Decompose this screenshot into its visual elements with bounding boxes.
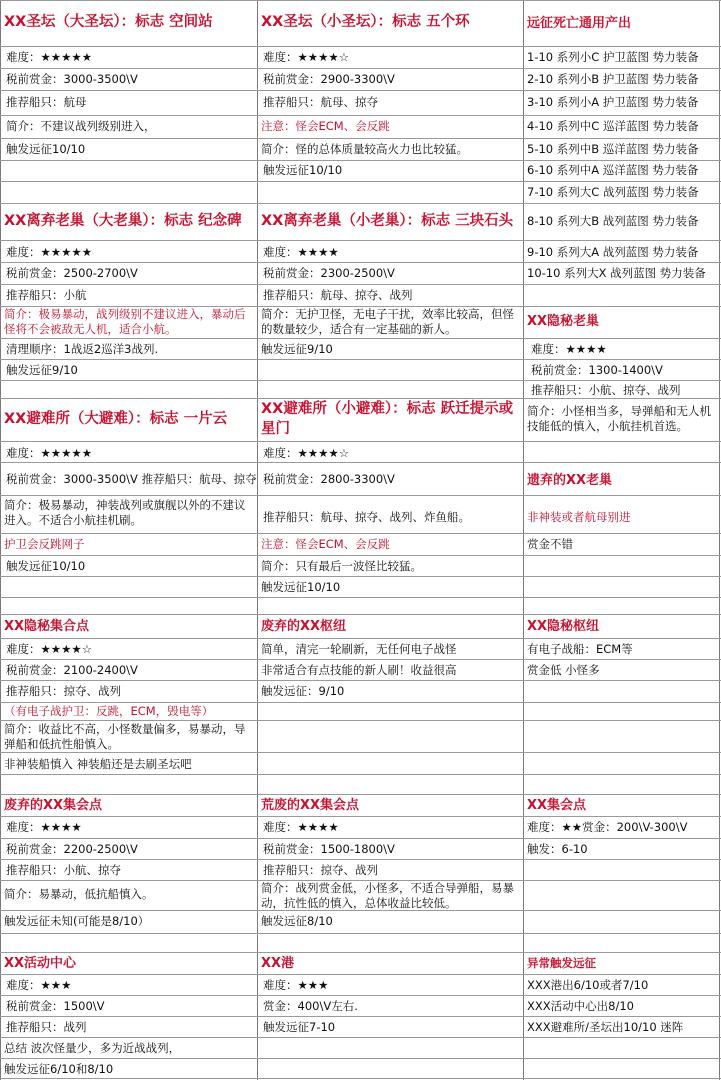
grid-line-horizontal [0, 441, 721, 442]
note-text: 注意：怪会ECM、会反跳 [261, 119, 390, 133]
difficulty-text: 难度：★★★ [6, 978, 72, 992]
bounty-ships-text: 税前赏金：3000-3500\V 推荐船只：航母、掠夺 [6, 472, 257, 486]
trigger-text: 触发远征9/10 [261, 342, 333, 356]
grid-line-horizontal [0, 46, 721, 47]
info-text: 非常适合有点技能的新人刷！收益很高 [261, 663, 457, 677]
intro-text: 简介：极易暴动，神装战列或旗舰以外的不建议进入。不适合小航挂机刷。 [4, 498, 246, 527]
note-text: 非神装或者航母别进 [527, 510, 631, 524]
difficulty-text: 难度：★★★ [263, 978, 329, 992]
ships-text: 推荐船只：掠夺、战列 [263, 863, 378, 877]
ships-text: 推荐船只：航母 [6, 95, 87, 109]
grid-line-horizontal [0, 0, 721, 1]
clear-order-text: 清理顺序：1战返2巡洋3战列. [6, 342, 159, 356]
extra-text: 非神装船慎入 神装船还是去刷圣坛吧 [4, 757, 192, 771]
section-header: XX避难所（大避难）：标志 一片云 [4, 411, 228, 427]
grid-line-horizontal [0, 1016, 721, 1017]
ships-text: 推荐船只：航母、掠夺、战列 [263, 288, 413, 302]
grid-line-horizontal [0, 160, 721, 161]
grid-line-horizontal [0, 933, 721, 934]
section-header: XX隐秘老巢 [527, 314, 600, 329]
trigger-text: 触发远征6/10和8/10 [4, 1062, 114, 1076]
intro-text: 简介：怪的总体质量较高火力也比较猛。 [261, 142, 468, 156]
section-header: 废弃的XX枢纽 [261, 619, 347, 634]
summary-text: 总结 波次怪量少，多为近战战列， [4, 1041, 181, 1055]
grid-line-horizontal [0, 614, 721, 615]
difficulty-text: 难度：★★★★★ [6, 446, 93, 460]
grid-line-horizontal [0, 495, 721, 496]
grid-line-horizontal [0, 720, 721, 721]
drop-item: 8-10 系列大B 战列蓝图 势力装备 [527, 214, 699, 228]
difficulty-text: 难度：★★★★ [6, 820, 82, 834]
info-text: 简单，清完一轮刷新，无任何电子战怪 [261, 642, 457, 656]
grid-line-horizontal [0, 816, 721, 817]
ships-text: 推荐船只：小航、掠夺 [6, 863, 121, 877]
trigger-text: 触发远征9/10 [6, 363, 78, 377]
ships-text: 推荐船只：小航、掠夺、战列 [531, 383, 681, 397]
grid-line-horizontal [0, 952, 721, 953]
drop-item: 10-10 系列大X 战列蓝图 势力装备 [527, 266, 706, 280]
ships-text: 推荐船只：战列 [6, 1020, 87, 1034]
drop-item: 9-10 系列大A 战列蓝图 势力装备 [527, 245, 699, 259]
trigger-text: 触发远征：9/10 [261, 684, 345, 698]
grid-line-horizontal [0, 462, 721, 463]
bounty-text: 税前赏金：2100-2400\V [6, 663, 138, 677]
trigger-text: 触发远征10/10 [6, 142, 86, 156]
grid-line-horizontal [0, 555, 721, 556]
bounty-text: 赏金：400\V左右. [263, 999, 358, 1013]
grid-line-horizontal [0, 638, 721, 639]
grid-line-horizontal [0, 380, 721, 381]
intro-text: 简介：收益比不高，小怪数量偏多，易暴动，导弹船和低抗性船慎入。 [4, 722, 246, 751]
section-header: XX离弃老巢（小老巢）：标志 三块石头 [261, 213, 514, 229]
grid-line-horizontal [0, 794, 721, 795]
grid-line-horizontal [0, 702, 721, 703]
info-text: XXX活动中心出8/10 [527, 999, 634, 1013]
grid-line-horizontal [0, 974, 721, 975]
section-header: XX圣坛（小圣坛）：标志 五个环 [261, 14, 470, 30]
grid-line-horizontal [0, 181, 721, 182]
difficulty-text: 难度：★★★★ [263, 820, 339, 834]
note-text: 注意：怪会ECM、会反跳 [261, 537, 390, 551]
grid-line-horizontal [0, 680, 721, 681]
grid-line-horizontal [0, 338, 721, 339]
drop-item: 7-10 系列大C 战列蓝图 势力装备 [527, 185, 699, 199]
grid-line-horizontal [0, 284, 721, 285]
section-header: 荒废的XX集会点 [261, 798, 360, 813]
ships-text: 推荐船只：航母、掠夺、战列、炸鱼船。 [263, 510, 470, 524]
section-header: XX隐秘集合点 [4, 619, 90, 634]
note-text: （有电子战护卫：反跳，ECM，毁电等） [4, 704, 214, 718]
section-header: XX离弃老巢（大老巢）：标志 纪念碑 [4, 213, 242, 229]
bounty-text: 税前赏金：2300-2500\V [263, 266, 395, 280]
bounty-text: 税前赏金：2900-3300\V [263, 72, 395, 86]
grid-line-horizontal [0, 576, 721, 577]
info-text: 有电子战船：ECM等 [527, 642, 633, 656]
section-header: 异常触发远征 [527, 956, 596, 970]
grid-line-horizontal [0, 1058, 721, 1059]
drop-item: 5-10 系列中B 巡洋蓝图 势力装备 [527, 142, 699, 156]
grid-line-horizontal [0, 262, 721, 263]
section-header: XX港 [261, 956, 295, 971]
drop-item: 1-10 系列小C 护卫蓝图 势力装备 [527, 50, 699, 64]
grid-line-horizontal [0, 752, 721, 753]
intro-text: 简介：只有最后一波怪比较猛。 [261, 559, 422, 573]
trigger-text: 触发：6-10 [527, 842, 588, 856]
grid-line-horizontal [0, 597, 721, 598]
bounty-text: 税前赏金：2200-2500\V [6, 842, 138, 856]
intro-text: 简介：战列赏金低，小怪多，不适合导弹船，易暴动，抗性低的慎入，总体收益比较低。 [261, 881, 514, 910]
section-header: XX活动中心 [4, 956, 77, 971]
intro-text: 简介：易暴动，低抗船慎入。 [4, 887, 154, 901]
difficulty-text: 难度：★★★★★ [6, 245, 93, 259]
grid-line-horizontal [0, 774, 721, 775]
trigger-text: 触发远征未知(可能是8/10） [4, 914, 150, 928]
section-header: XX圣坛（大圣坛）：标志 空间站 [4, 14, 213, 30]
section-header: XX避难所（小避难）：标志 跃迁提示或星门 [261, 401, 514, 437]
grid-line-horizontal [0, 68, 721, 69]
section-header: XX隐秘枢纽 [527, 619, 600, 634]
info-text: XXX避难所/圣坛出10/10 迷阵 [527, 1020, 684, 1034]
intro-text: 简介：无护卫怪，无电子干扰，效率比较高，但怪的数量较少，适合有一定基础的新人。 [261, 307, 514, 336]
intro-text: 简介：小怪相当多，导弹船和无人机技能低的慎入，小航挂机首选。 [527, 404, 711, 433]
intro-text: 简介：不建议战列级别进入， [6, 119, 156, 133]
grid-line-horizontal [0, 203, 721, 204]
grid-line-vertical [0, 0, 1, 1080]
difficulty-text: 难度：★★★★☆ [6, 642, 93, 656]
bounty-text: 税前赏金：3000-3500\V [6, 72, 138, 86]
bounty-text: 税前赏金：2800-3300\V [263, 472, 395, 486]
section-header: 废弃的XX集会点 [4, 798, 103, 813]
info-text: 赏金不错 [527, 537, 573, 551]
grid-line-horizontal [0, 115, 721, 116]
grid-line-horizontal [0, 359, 721, 360]
grid-line-horizontal [0, 995, 721, 996]
grid-line-horizontal [0, 838, 721, 839]
trigger-text: 触发远征7-10 [263, 1020, 336, 1034]
drop-item: 6-10 系列中A 巡洋蓝图 势力装备 [527, 163, 699, 177]
grid-line-vertical [257, 0, 258, 1080]
bounty-text: 税前赏金：1500-1800\V [263, 842, 395, 856]
trigger-text: 触发远征10/10 [6, 559, 86, 573]
grid-line-horizontal [0, 138, 721, 139]
grid-line-horizontal [0, 240, 721, 241]
drops-header: 远征死亡通用产出 [527, 16, 632, 31]
drop-item: 4-10 系列中C 巡洋蓝图 势力装备 [527, 119, 699, 133]
grid-line-horizontal [0, 659, 721, 660]
difficulty-text: 难度：★★★★★ [6, 50, 93, 64]
grid-line-vertical [719, 0, 720, 1080]
difficulty-text: 难度：★★★★☆ [263, 446, 350, 460]
difficulty-text: 难度：★★★★☆ [263, 50, 350, 64]
ships-text: 推荐船只：小航 [6, 288, 87, 302]
note-text: 护卫会反跳网子 [4, 537, 85, 551]
difficulty-bounty-text: 难度：★★赏金：200\V-300\V [527, 820, 688, 834]
section-header: 遗弃的XX老巢 [527, 473, 613, 488]
info-text: 赏金低 小怪多 [527, 663, 600, 677]
trigger-text: 触发远征10/10 [263, 163, 343, 177]
grid-line-horizontal [0, 859, 721, 860]
section-header: XX集会点 [527, 798, 587, 813]
bounty-text: 税前赏金：2500-2700\V [6, 266, 138, 280]
ships-text: 推荐船只：掠夺、战列 [6, 684, 121, 698]
intro-text: 简介：极易暴动，战列级别不建议进入，暴动后怪将不会被敌无人机，适合小航。 [4, 307, 246, 336]
grid-line-vertical [523, 0, 524, 1080]
grid-line-horizontal [0, 533, 721, 534]
difficulty-text: 难度：★★★★ [531, 342, 607, 356]
difficulty-text: 难度：★★★★ [263, 245, 339, 259]
grid-line-horizontal [0, 1037, 721, 1038]
info-text: XXX港出6/10或者7/10 [527, 978, 649, 992]
trigger-text: 触发远征8/10 [261, 914, 333, 928]
drop-item: 3-10 系列小A 护卫蓝图 势力装备 [527, 95, 699, 109]
drop-item: 2-10 系列小B 护卫蓝图 势力装备 [527, 72, 699, 86]
bounty-text: 税前赏金：1300-1400\V [531, 363, 663, 377]
grid-line-horizontal [0, 90, 721, 91]
bounty-text: 税前赏金：1500\V [6, 999, 105, 1013]
trigger-text: 触发远征10/10 [261, 580, 341, 594]
ships-text: 推荐船只：航母、掠夺 [263, 95, 378, 109]
grid-line-horizontal [0, 1078, 721, 1079]
